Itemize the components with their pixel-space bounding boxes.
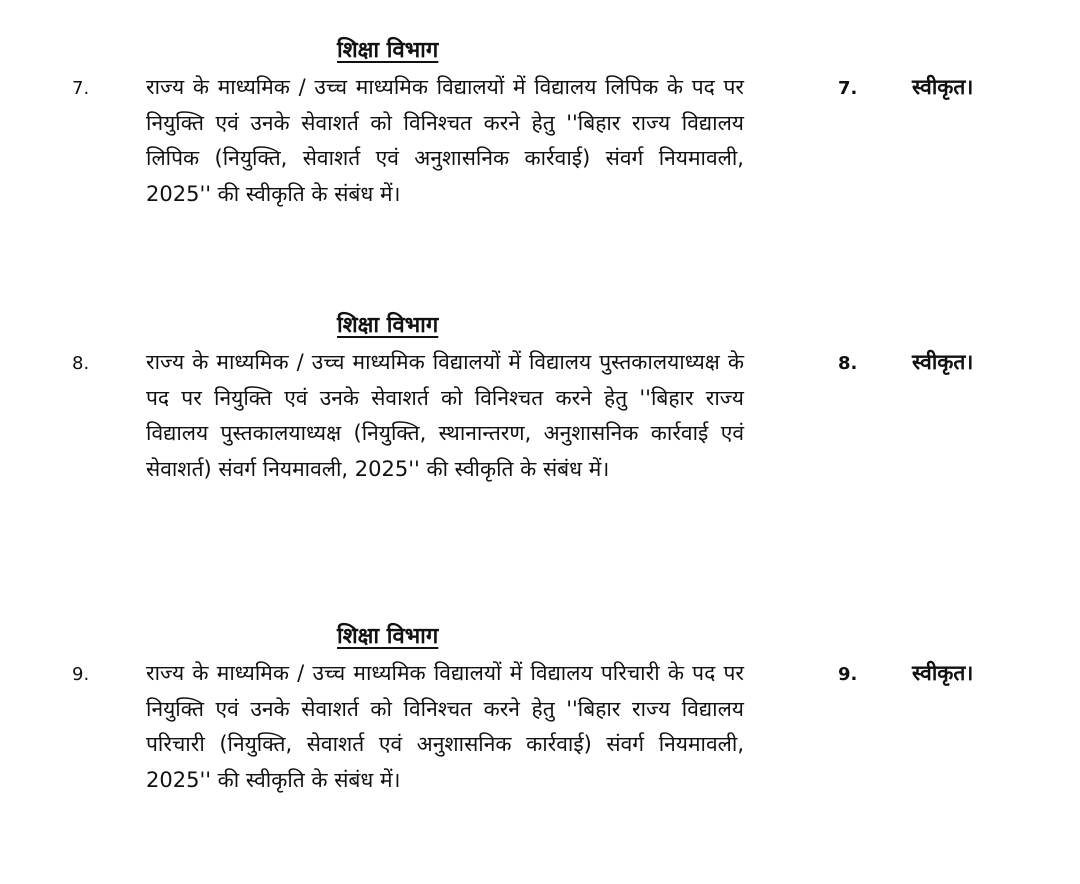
agenda-item (0, 624, 1080, 884)
item-description: राज्य के माध्यमिक / उच्च माध्यमिक विद्यालयों में विद्यालय परिचारी के पद पर नियुक्ति एवं उनके सेवाशर्त को विनिश्चत करने हेतु ''बिहार राज्य विद्यालय परिचारी (नियुक्ति, सेवाशर्त एवं अनुशासनिक कार्रवाई) संवर्ग नियमावली, 2025'' की स्वीकृति के संबंध में। (146, 661, 744, 792)
item-number: 7. (72, 78, 90, 99)
decision-text: स्वीकृत। (912, 661, 974, 685)
item-number: 8. (72, 353, 90, 374)
decision-number: 9. (838, 664, 858, 685)
item-number: 9. (72, 664, 90, 685)
item-description: राज्य के माध्यमिक / उच्च माध्यमिक विद्यालयों में विद्यालय लिपिक के पद पर नियुक्ति एवं उनके सेवाशर्त को विनिश्चत करने हेतु ''बिहार राज्य विद्यालय लिपिक (नियुक्ति, सेवाशर्त एवं अनुशासनिक कार्रवाई) संवर्ग नियमावली, 2025'' की स्वीकृति के संबंध में। (146, 75, 744, 206)
decision-text: स्वीकृत। (912, 75, 974, 99)
department-heading: शिक्षा विभाग (337, 38, 439, 63)
decision-number: 8. (838, 353, 858, 374)
item-description: राज्य के माध्यमिक / उच्च माध्यमिक विद्यालयों में विद्यालय पुस्तकालयाध्यक्ष के पद पर नियुक्ति एवं उनके सेवाशर्त को विनिश्चत करने हेतु ''बिहार राज्य विद्यालय पुस्तकालयाध्यक्ष (नियुक्ति, स्थानान्तरण, अनुशासनिक कार्रवाई एवं सेवाशर्त) संवर्ग नियमावली, 2025'' की स्वीकृति के संबंध में। (146, 350, 744, 481)
agenda-item (0, 38, 1080, 298)
department-heading: शिक्षा विभाग (337, 624, 439, 649)
decision-number: 7. (838, 78, 858, 99)
department-heading: शिक्षा विभाग (337, 313, 439, 338)
decision-text: स्वीकृत। (912, 350, 974, 374)
agenda-item (0, 313, 1080, 573)
